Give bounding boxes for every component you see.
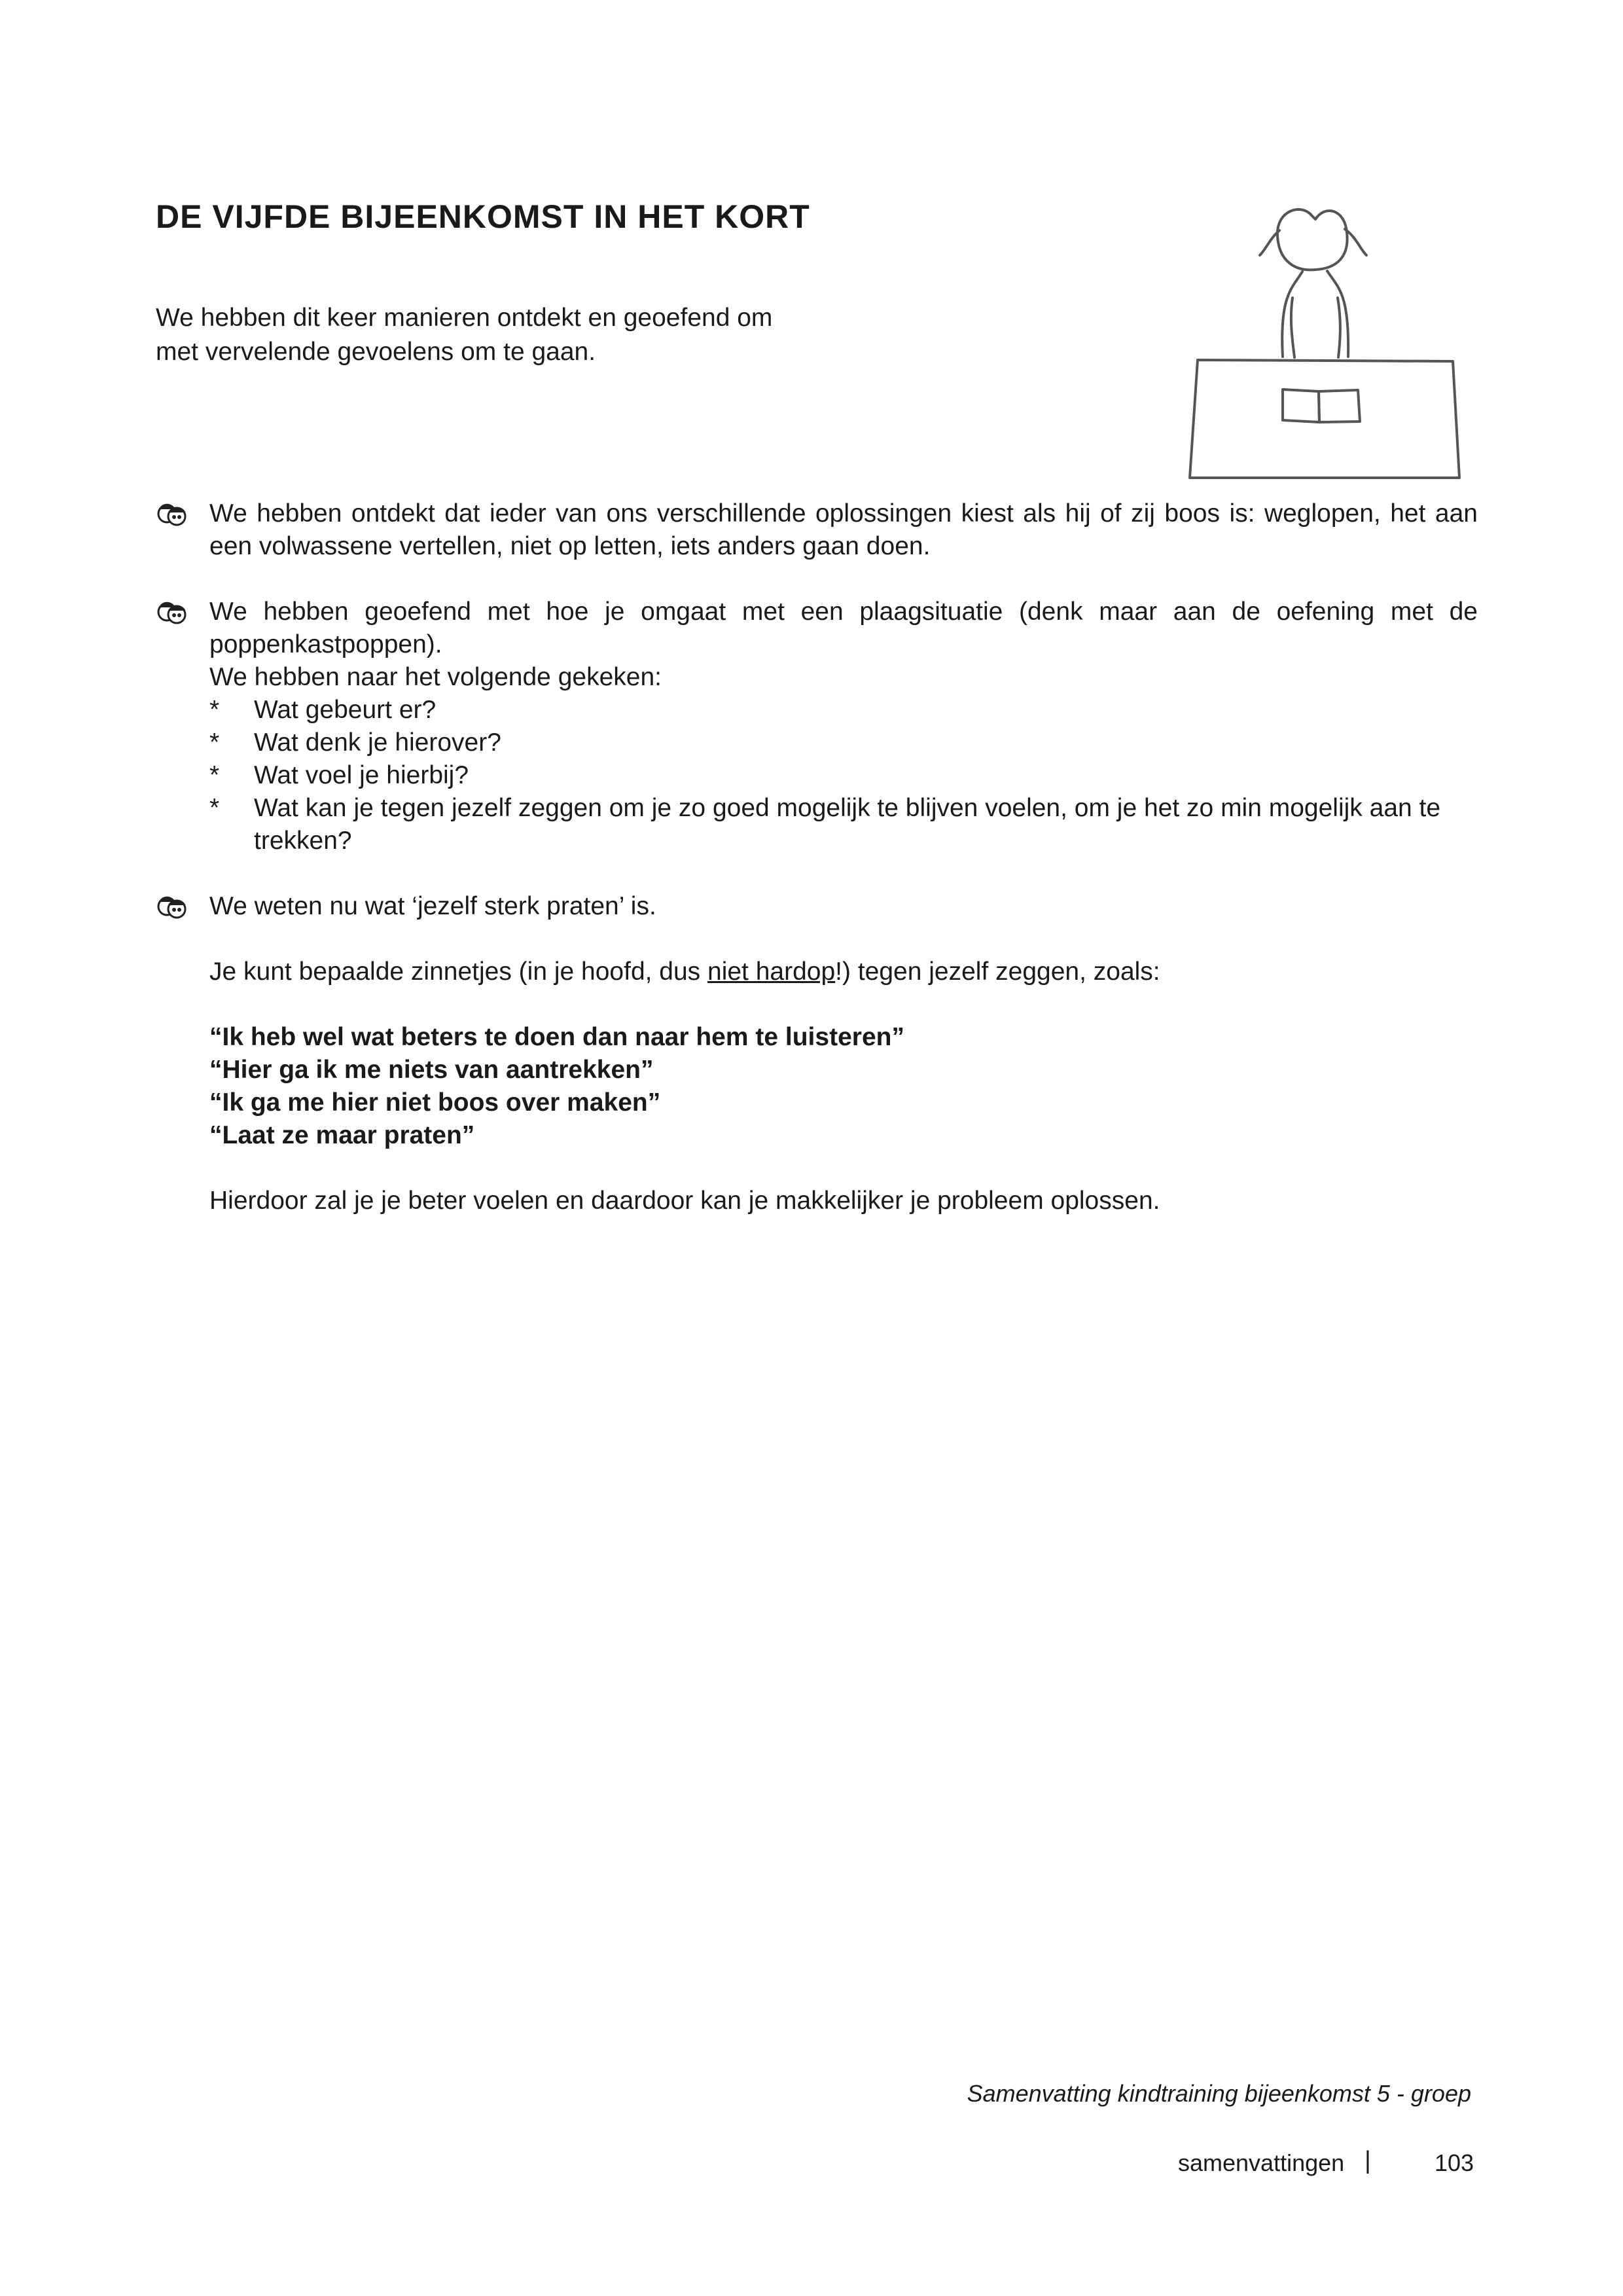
- quote-line: “Ik heb wel wat beters te doen dan naar hem te luisteren”: [209, 1023, 904, 1051]
- page-number: 103: [1435, 2149, 1474, 2176]
- quote-list: [209, 1021, 1478, 1152]
- intro-line-2: met vervelende gevoelens om te gaan.: [156, 338, 596, 366]
- quote-line: “Hier ga ik me niets van aantrekken”: [209, 1056, 654, 1084]
- footer-caption: Samenvatting kindtraining bijeenkomst 5 - groep: [967, 2080, 1471, 2107]
- page-title: DE VIJFDE BIJEENKOMST IN HET KORT: [156, 198, 810, 235]
- list-marker: *: [209, 761, 220, 789]
- footer-separator: |: [1364, 2147, 1371, 2174]
- list-marker: *: [209, 696, 220, 724]
- list-item: [156, 890, 1478, 1217]
- question-item: * Wat voel je hierbij?: [209, 759, 1478, 792]
- quote-line: “Ik ga me hier niet boos over maken”: [209, 1088, 661, 1117]
- list-marker: *: [209, 728, 220, 757]
- item-text: We hebben geoefend met hoe je omgaat met een plaagsituatie (denk maar aan de oefening met de poppenkastpoppen).: [209, 598, 1478, 658]
- item-text: We weten nu wat ‘jezelf sterk praten’ is.: [209, 892, 656, 920]
- question-list: [209, 694, 1478, 857]
- question-item: * Wat kan je tegen jezelf zeggen om je zo goed mogelijk te blijven voelen, om je het zo min mogelijk aan te trekken?: [209, 792, 1478, 857]
- two-faces-icon: [156, 600, 188, 627]
- two-faces-icon: [156, 894, 188, 922]
- question-item: * Wat gebeurt er?: [209, 694, 1478, 726]
- item-paragraph: Je kunt bepaalde zinnetjes (in je hoofd, dus niet hardop!) tegen jezelf zeggen, zoals:: [209, 958, 1160, 986]
- underlined-text: niet hardop: [707, 958, 836, 986]
- list-marker: *: [209, 794, 220, 822]
- footer-section-name: samenvattingen: [1178, 2149, 1345, 2176]
- intro-line-1: We hebben dit keer manieren ontdekt en geoefend om: [156, 304, 773, 332]
- list-item: [156, 497, 1478, 563]
- intro-text: [156, 301, 908, 369]
- girl-at-desk-illustration: [1178, 190, 1479, 491]
- item-text: We hebben ontdekt dat ieder van ons verschillende oplossingen kiest als hij of zij boos is: weglopen, het aan een volwassene vertellen, niet op letten, iets anders gaan doen.: [209, 499, 1478, 560]
- item-sub-intro: We hebben naar het volgende gekeken:: [209, 663, 662, 691]
- two-faces-icon: [156, 501, 188, 529]
- question-item: * Wat denk je hierover?: [209, 726, 1478, 759]
- conclusion-text: Hierdoor zal je je beter voelen en daardoor kan je makkelijker je probleem oplossen.: [209, 1187, 1160, 1215]
- quote-line: “Laat ze maar praten”: [209, 1121, 475, 1149]
- list-item: [156, 596, 1478, 857]
